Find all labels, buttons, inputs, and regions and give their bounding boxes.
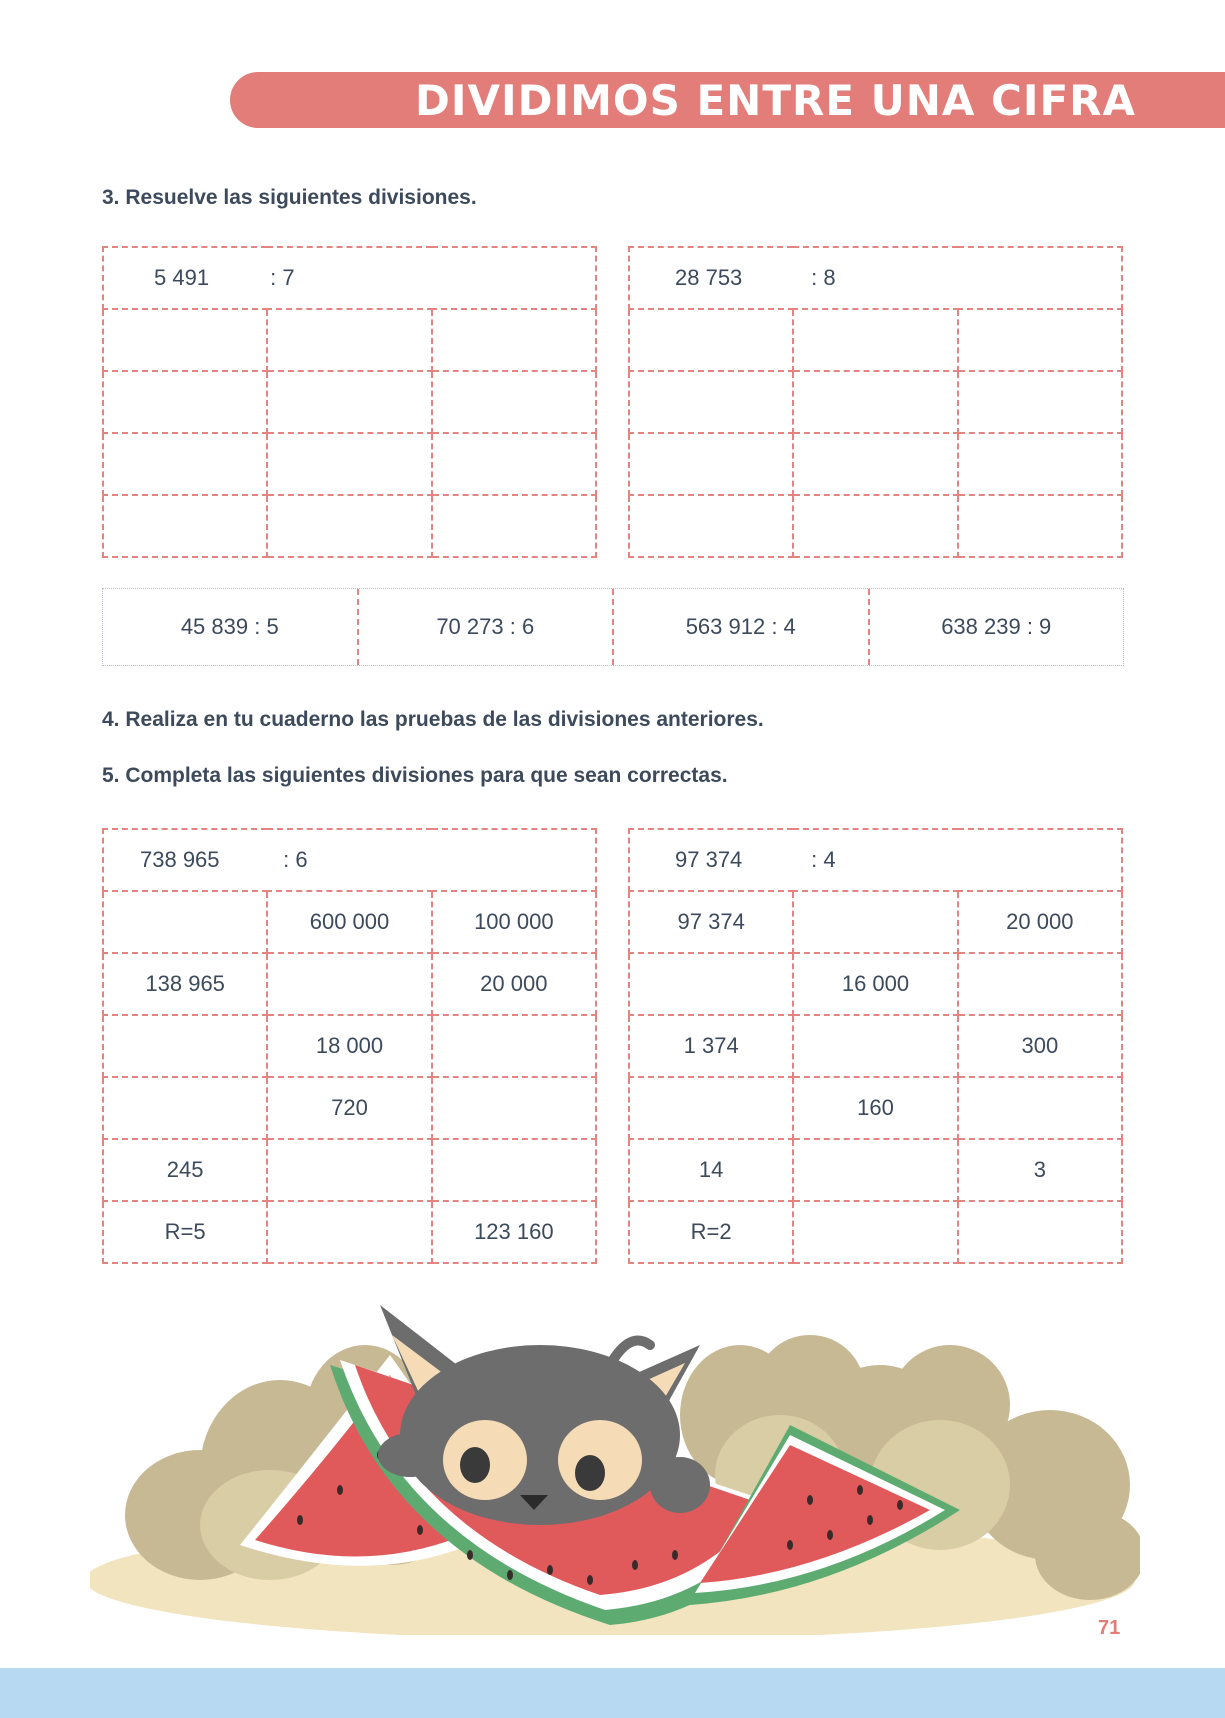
- grid-cell[interactable]: 160: [793, 1077, 957, 1139]
- grid-cell[interactable]: [432, 309, 596, 371]
- grid-cell[interactable]: [103, 891, 267, 953]
- grid-cell[interactable]: 300: [958, 1015, 1122, 1077]
- dividend: 738 965: [140, 847, 220, 872]
- footer-band: [0, 1668, 1225, 1718]
- grid-cell[interactable]: [629, 495, 793, 557]
- grid-cell[interactable]: [432, 371, 596, 433]
- grid-cell[interactable]: R=2: [629, 1201, 793, 1263]
- grid-cell[interactable]: [103, 1015, 267, 1077]
- division-item: 563 912 : 4: [612, 589, 868, 665]
- grid-cell[interactable]: 138 965: [103, 953, 267, 1015]
- completion-grid-2: [628, 828, 1123, 1264]
- grid-cell[interactable]: [629, 953, 793, 1015]
- grid-cell[interactable]: 18 000: [267, 1015, 431, 1077]
- grid-cell[interactable]: [432, 433, 596, 495]
- grid-cell[interactable]: [958, 1077, 1122, 1139]
- question-3: 3. Resuelve las siguientes divisiones.: [102, 186, 477, 209]
- division-item: 70 273 : 6: [357, 589, 613, 665]
- dividend: 5 491: [154, 265, 210, 290]
- division-grid-1: [102, 246, 597, 558]
- page-number: 71: [1098, 1617, 1121, 1639]
- grid-cell[interactable]: [432, 495, 596, 557]
- grid-cell[interactable]: 100 000: [432, 891, 596, 953]
- grid-cell[interactable]: [958, 1201, 1122, 1263]
- grid-cell[interactable]: 720: [267, 1077, 431, 1139]
- division-header: [629, 829, 1122, 891]
- grid-cell[interactable]: [267, 433, 431, 495]
- division-header: [629, 247, 1122, 309]
- grid-cell[interactable]: [103, 371, 267, 433]
- grid-cell[interactable]: [958, 953, 1122, 1015]
- grid-cell[interactable]: 123 160: [432, 1201, 596, 1263]
- grid-cell[interactable]: 3: [958, 1139, 1122, 1201]
- grid-cell[interactable]: [267, 371, 431, 433]
- grid-cell[interactable]: [958, 495, 1122, 557]
- grid-cell[interactable]: [958, 371, 1122, 433]
- grid-cell[interactable]: [432, 1077, 596, 1139]
- page-title: DIVIDIMOS ENTRE UNA CIFRA: [415, 76, 1136, 125]
- question-5: 5. Completa las siguientes divisiones para que sean correctas.: [102, 764, 728, 787]
- division-header: [103, 829, 596, 891]
- grid-cell[interactable]: 1 374: [629, 1015, 793, 1077]
- grid-cell[interactable]: 16 000: [793, 953, 957, 1015]
- grid-cell[interactable]: [432, 1015, 596, 1077]
- grid-cell[interactable]: [958, 309, 1122, 371]
- grid-cell[interactable]: [629, 371, 793, 433]
- grid-cell[interactable]: [793, 495, 957, 557]
- grid-cell[interactable]: [267, 1201, 431, 1263]
- completion-grid-1: [102, 828, 597, 1264]
- grid-cell[interactable]: [629, 433, 793, 495]
- division-item: 638 239 : 9: [868, 589, 1124, 665]
- grid-cell[interactable]: 14: [629, 1139, 793, 1201]
- grid-cell[interactable]: 600 000: [267, 891, 431, 953]
- grid-cell[interactable]: 97 374: [629, 891, 793, 953]
- grid-cell[interactable]: [793, 1139, 957, 1201]
- grid-cell[interactable]: [267, 1139, 431, 1201]
- divisor: : 4: [811, 847, 836, 872]
- grid-cell[interactable]: [103, 309, 267, 371]
- question-4: 4. Realiza en tu cuaderno las pruebas de las divisiones anteriores.: [102, 708, 764, 731]
- divisor: : 8: [811, 265, 836, 290]
- grid-cell[interactable]: [267, 309, 431, 371]
- grid-cell[interactable]: R=5: [103, 1201, 267, 1263]
- grid-cell[interactable]: [629, 309, 793, 371]
- grid-cell[interactable]: [103, 495, 267, 557]
- grid-cell[interactable]: 20 000: [958, 891, 1122, 953]
- division-header: [103, 247, 596, 309]
- dividend: 28 753: [675, 265, 743, 290]
- grid-cell[interactable]: [793, 309, 957, 371]
- grid-cell[interactable]: 20 000: [432, 953, 596, 1015]
- grid-cell[interactable]: [793, 891, 957, 953]
- divisor: : 7: [270, 265, 295, 290]
- division-item: 45 839 : 5: [180, 614, 279, 639]
- division-strip: [102, 588, 1124, 666]
- cat-watermelon-illustration: [90, 1295, 1140, 1635]
- grid-cell[interactable]: [267, 495, 431, 557]
- grid-cell[interactable]: [267, 953, 431, 1015]
- divisor: : 6: [283, 847, 308, 872]
- grid-cell[interactable]: [793, 1015, 957, 1077]
- dividend: 97 374: [675, 847, 743, 872]
- grid-cell[interactable]: [793, 371, 957, 433]
- division-grid-2: [628, 246, 1123, 558]
- grid-cell[interactable]: [103, 433, 267, 495]
- grid-cell[interactable]: [629, 1077, 793, 1139]
- grid-cell[interactable]: [958, 433, 1122, 495]
- grid-cell[interactable]: [793, 1201, 957, 1263]
- grid-cell[interactable]: 245: [103, 1139, 267, 1201]
- grid-cell[interactable]: [793, 433, 957, 495]
- grid-cell[interactable]: [432, 1139, 596, 1201]
- grid-cell[interactable]: [103, 1077, 267, 1139]
